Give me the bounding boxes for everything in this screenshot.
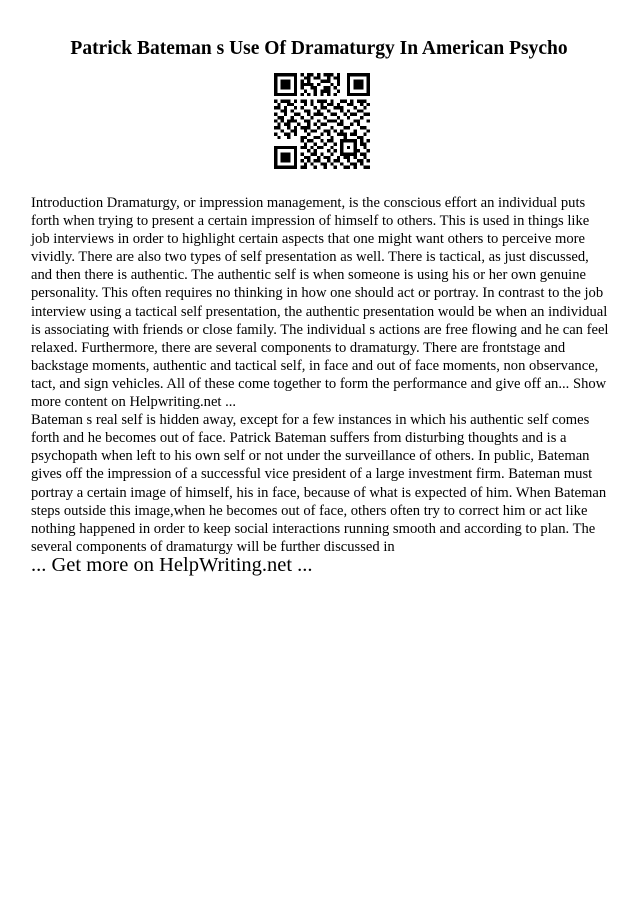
article-body bbox=[31, 194, 611, 556]
paragraph-bateman-real-self: Bateman s real self is hidden away, except for a few instances in which his authentic self comes forth and he becomes out of face. Patrick Bateman suffers from disturbing thoughts and is a psychopath when left to his own self or not under the surveillance of others. In public, Bateman gives off the impression of a successful vice president of a large investment firm. Bateman must portray a certain image of himself, his in face, because of what is expected of him. When Bateman steps outside this image,when he becomes out of face, others often try to correct him or act like nothing happened in order to keep social interactions running smooth and according to plan. The several components of dramaturgy will be further discussed in bbox=[31, 412, 607, 555]
paragraph-introduction: Introduction Dramaturgy, or impression management, is the conscious effort an individual puts forth when trying to present a certain impression of himself to others. This is used in things like job interviews in order to highlight certain aspects that one might want others to perceive more vividly. There are also two types of self presentation as well. There is tactical, as just discussed, and then there is authentic. The authentic self is when someone is using his or her own genuine personality. This often requires no thinking in how one should act or portray. In contrast to the job interview using a tactical self presentation, the authentic presentation would be when an individual is associating with friends or close family. The individual s actions are free flowing and he can feel relaxed. Furthermore, there are several components to dramaturgy. There are frontstage and backstage moments, authentic and tactical self, in face and out of face moments, non observance, tact, and sign vehicles. All of these come together to form the performance and give off an... Show more content on Helpwriting.net ... bbox=[31, 195, 609, 411]
page-title: Patrick Bateman s Use Of Dramaturgy In American Psycho bbox=[70, 38, 568, 59]
qr-code-icon bbox=[274, 73, 370, 169]
get-more-link[interactable]: ... Get more on HelpWriting.net ... bbox=[31, 554, 313, 576]
